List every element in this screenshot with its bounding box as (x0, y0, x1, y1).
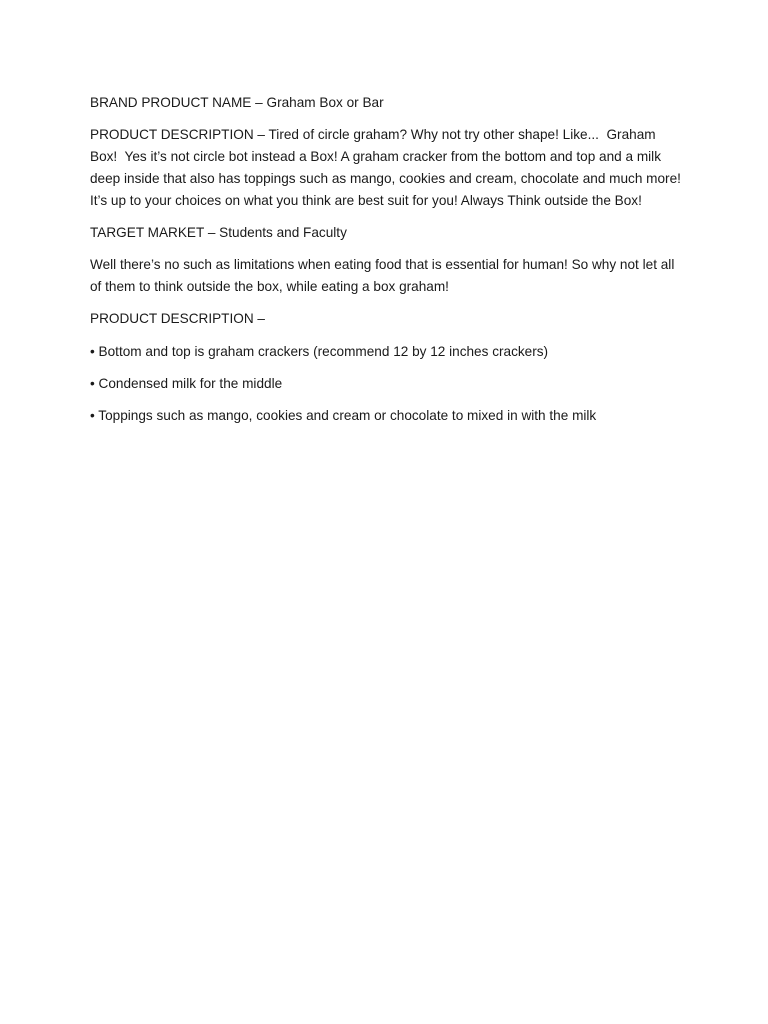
product-description-paragraph: PRODUCT DESCRIPTION – Tired of circle graham? Why not try other shape! Like... Graham Box! Yes it’s not circle bot instead a Box! A graham cracker from the bottom and top and a milk deep inside that also has toppings such as mango, cookies and cream, chocolate and much more! It’s up to your choices on what you think are best suit for you! Always Think outside the Box! (90, 127, 685, 208)
list-item-text: Condensed milk for the middle (98, 375, 283, 391)
limitations-paragraph: Well there’s no such as limitations when eating food that is essential for human! So why not let all of them to think outside the box, while eating a box graham! (90, 257, 679, 295)
list-item (90, 373, 682, 395)
list-item (90, 341, 682, 363)
product-description-heading: PRODUCT DESCRIPTION – (90, 311, 265, 327)
list-item-text: Toppings such as mango, cookies and cream or chocolate to mixed in with the milk (98, 408, 597, 424)
list-item (90, 405, 682, 427)
target-market: TARGET MARKET – Students and Faculty (90, 224, 347, 240)
document-body (90, 92, 685, 438)
bullet-icon: • (90, 408, 95, 424)
bullet-icon: • (90, 375, 95, 391)
list-item-text: Bottom and top is graham crackers (recommend 12 by 12 inches crackers) (98, 343, 549, 359)
bullet-icon: • (90, 343, 95, 359)
brand-product-name: BRAND PRODUCT NAME – Graham Box or Bar (90, 95, 384, 110)
